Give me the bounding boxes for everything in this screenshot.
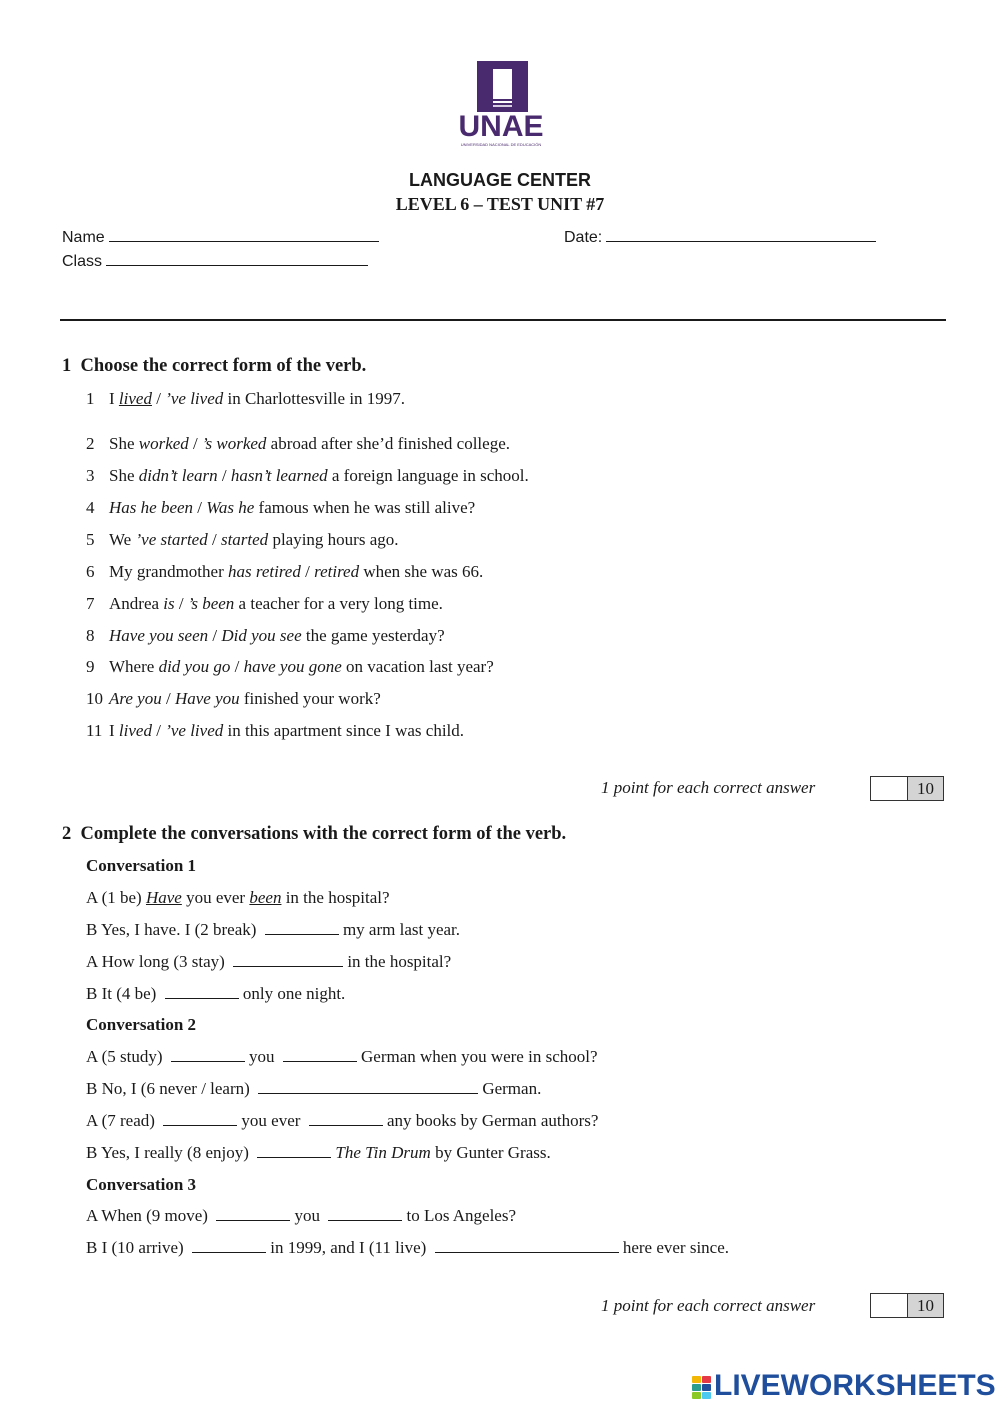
- conversation-line: B It (4 be) only one night.: [86, 984, 346, 1003]
- section-1-score-input[interactable]: [871, 777, 908, 800]
- answer-blank[interactable]: [265, 922, 339, 935]
- example-answer: Have: [145, 888, 182, 907]
- name-label: Name: [62, 229, 105, 246]
- conversation-line: A When (9 move) you to Los Angeles?: [86, 1206, 517, 1225]
- section-2-title: Complete the conversations with the correct form of the verb.: [80, 824, 567, 844]
- name-field-row: [62, 229, 379, 247]
- conversation-3-title: Conversation 3: [86, 1175, 197, 1194]
- choice-b[interactable]: hasn’t learned: [230, 466, 328, 485]
- exercise-item: 2 She worked / ’s worked abroad after she’d finished college.: [86, 434, 510, 453]
- section-1-score-box: [870, 776, 944, 801]
- exercise-item: 8 Have you seen / Did you see the game yesterday?: [86, 626, 445, 645]
- header-divider: [60, 319, 946, 321]
- date-label: Date:: [564, 229, 603, 246]
- date-field[interactable]: [606, 229, 876, 242]
- conversation-line: A How long (3 stay) in the hospital?: [86, 952, 452, 971]
- conversation-line: B I (10 arrive) in 1999, and I (11 live) here ever since.: [86, 1238, 730, 1257]
- answer-blank[interactable]: [283, 1049, 357, 1062]
- exercise-item: 6 My grandmother has retired / retired when she was 66.: [86, 562, 484, 581]
- choice-a[interactable]: did you go: [158, 657, 231, 676]
- answer-blank[interactable]: [258, 1081, 478, 1094]
- liveworksheets-watermark: LIVEWORKSHEETS: [714, 1369, 996, 1402]
- choice-b[interactable]: have you gone: [243, 657, 342, 676]
- section-2-score-input[interactable]: [871, 1294, 908, 1317]
- answer-blank[interactable]: [216, 1208, 290, 1221]
- example-answer: been: [249, 888, 282, 907]
- class-label: Class: [62, 253, 103, 270]
- choice-a[interactable]: lived: [118, 721, 152, 740]
- choice-a[interactable]: didn’t learn: [138, 466, 218, 485]
- conversation-line: B Yes, I have. I (2 break) my arm last year.: [86, 920, 461, 939]
- exercise-item: 1 I lived / ’ve lived in Charlottesville in 1997.: [86, 389, 406, 408]
- conversation-line: A (1 be) Have you ever been in the hospital?: [86, 888, 390, 907]
- answer-blank[interactable]: [171, 1049, 245, 1062]
- section-2-number: 2: [62, 824, 72, 844]
- exercise-item: 3 She didn’t learn / hasn’t learned a foreign language in school.: [86, 466, 529, 485]
- choice-b[interactable]: Was he: [206, 498, 255, 517]
- answer-blank[interactable]: [192, 1240, 266, 1253]
- choice-b[interactable]: ’s been: [187, 594, 235, 613]
- logo-text: UNAE: [458, 110, 544, 143]
- exercise-item: 10 Are you / Have you finished your work?: [86, 689, 381, 708]
- logo-subtitle: UNIVERSIDAD NACIONAL DE EDUCACIÓN: [460, 142, 542, 147]
- choice-a[interactable]: ’ve started: [135, 530, 208, 549]
- class-field-row: [62, 253, 368, 271]
- section-1-score-label: 1 point for each correct answer: [601, 778, 816, 797]
- choice-b[interactable]: Have you: [174, 689, 240, 708]
- choice-a[interactable]: has retired: [227, 562, 301, 581]
- answer-blank[interactable]: [233, 954, 343, 967]
- exercise-item: 9 Where did you go / have you gone on vacation last year?: [86, 657, 494, 676]
- answer-blank[interactable]: [257, 1145, 331, 1158]
- section-1-title: Choose the correct form of the verb.: [80, 356, 367, 376]
- language-center-title: LANGUAGE CENTER: [408, 170, 591, 190]
- answer-blank[interactable]: [435, 1240, 619, 1253]
- conversation-line: A (5 study) you German when you were in school?: [86, 1047, 598, 1066]
- conversation-1-title: Conversation 1: [86, 856, 197, 875]
- name-field[interactable]: [109, 229, 379, 242]
- choice-a[interactable]: Have you seen: [109, 626, 209, 645]
- choice-b[interactable]: ’s worked: [202, 434, 267, 453]
- test-title: LEVEL 6 – TEST UNIT #7: [395, 194, 605, 214]
- choice-b[interactable]: started: [220, 530, 269, 549]
- choice-a[interactable]: lived: [118, 389, 152, 408]
- unae-logo-mark: [477, 61, 528, 112]
- choice-b[interactable]: Did you see: [221, 626, 302, 645]
- answer-blank[interactable]: [309, 1113, 383, 1126]
- choice-a[interactable]: Are you: [109, 689, 162, 708]
- exercise-item: 11 I lived / ’ve lived in this apartment since I was child.: [86, 721, 465, 740]
- conversation-line: B No, I (6 never / learn) German.: [86, 1079, 542, 1098]
- section-2-score-label: 1 point for each correct answer: [601, 1296, 816, 1315]
- conversation-2-title: Conversation 2: [86, 1015, 197, 1034]
- answer-blank[interactable]: [165, 986, 239, 999]
- section-2-score-box: [870, 1293, 944, 1318]
- choice-b[interactable]: ’ve lived: [165, 721, 224, 740]
- exercise-item: 7 Andrea is / ’s been a teacher for a very long time.: [86, 594, 443, 613]
- section-2-score-total: 10: [908, 1294, 943, 1317]
- date-field-row: [564, 229, 876, 247]
- choice-a[interactable]: Has he been: [109, 498, 194, 517]
- book-title: The Tin Drum: [335, 1143, 431, 1162]
- class-field[interactable]: [106, 253, 368, 266]
- conversation-line: A (7 read) you ever any books by German authors?: [86, 1111, 599, 1130]
- choice-b[interactable]: retired: [314, 562, 360, 581]
- exercise-item: 4 Has he been / Was he famous when he was still alive?: [86, 498, 476, 517]
- answer-blank[interactable]: [328, 1208, 402, 1221]
- answer-blank[interactable]: [163, 1113, 237, 1126]
- exercise-item: 5 We ’ve started / started playing hours ago.: [86, 530, 399, 549]
- section-1-heading: [62, 356, 366, 377]
- liveworksheets-logo-icon: [692, 1376, 712, 1400]
- section-1-score-total: 10: [908, 777, 943, 800]
- section-1-number: 1: [62, 356, 72, 376]
- choice-a[interactable]: worked: [138, 434, 189, 453]
- section-2-heading: [62, 824, 566, 845]
- choice-b[interactable]: ’ve lived: [165, 389, 224, 408]
- choice-a[interactable]: is: [163, 594, 175, 613]
- conversation-line: B Yes, I really (8 enjoy) The Tin Drum by Gunter Grass.: [86, 1143, 551, 1162]
